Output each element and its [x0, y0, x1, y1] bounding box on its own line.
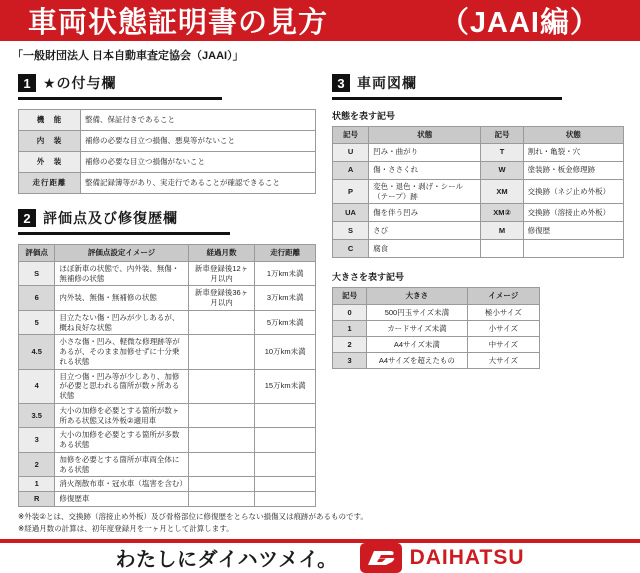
section-number-badge: 2 — [18, 209, 36, 227]
mileage — [255, 492, 316, 507]
section-number-badge: 3 — [332, 74, 350, 92]
table-row — [333, 204, 624, 222]
table-row — [333, 337, 540, 353]
table-row — [19, 428, 316, 453]
score-cell: 3 — [19, 428, 55, 453]
condition-desc: 交換跡（溶接止め外板） — [523, 204, 623, 222]
star-item-label: 内 装 — [19, 131, 81, 152]
score-desc: 目立つ傷・凹み等が少しあり、加修が必要と思われる箇所が数ヶ所ある状態 — [55, 369, 188, 403]
condition-desc: 割れ・亀裂・穴 — [523, 143, 623, 161]
column-header: 評価点設定イメージ — [55, 245, 188, 262]
mileage: 1万km未満 — [255, 261, 316, 286]
elapsed-months — [188, 369, 255, 403]
symbol-cell: S — [333, 222, 369, 240]
condition-desc: 交換跡（ネジ止め外板） — [523, 179, 623, 204]
score-cell: R — [19, 492, 55, 507]
condition-desc: 塗装跡・板金修理跡 — [523, 161, 623, 179]
condition-desc: 変色・退色・剥げ・シール（テープ）跡 — [369, 179, 481, 204]
symbol-cell: T — [481, 143, 523, 161]
star-item-label: 外 装 — [19, 152, 81, 173]
symbol-cell: A — [333, 161, 369, 179]
elapsed-months — [188, 335, 255, 369]
condition-desc: 傷を伴う凹み — [369, 204, 481, 222]
condition-desc — [523, 240, 623, 258]
table-row — [333, 321, 540, 337]
table-row — [19, 492, 316, 507]
score-desc: 大小の加修を必要とする箇所が数ヶ所ある状態又は外板②適用車 — [55, 403, 188, 428]
condition-desc: さび — [369, 222, 481, 240]
elapsed-months — [188, 403, 255, 428]
condition-desc: 腐食 — [369, 240, 481, 258]
column-header: 記号 — [481, 127, 523, 144]
symbol-cell — [481, 240, 523, 258]
elapsed-months — [188, 428, 255, 453]
column-header: 状態 — [523, 127, 623, 144]
table-row — [19, 152, 316, 173]
section-star-title: ★の付与欄 — [43, 75, 117, 91]
table-row — [333, 240, 624, 258]
mileage — [255, 403, 316, 428]
score-desc: 加修を必要とする箇所が車両全体にある状態 — [55, 452, 188, 477]
star-item-desc: 整備記録簿等があり、実走行であることが確認できること — [81, 173, 316, 194]
score-cell: 4 — [19, 369, 55, 403]
condition-desc: 傷・ささくれ — [369, 161, 481, 179]
condition-table-caption: 状態を表す記号 — [332, 111, 396, 121]
column-header: イメージ — [467, 288, 539, 305]
table-row — [19, 173, 316, 194]
brand-name: DAIHATSU — [409, 545, 525, 569]
section-diagram-title: 車両図欄 — [357, 75, 417, 91]
footer — [0, 543, 640, 573]
footnotes — [18, 511, 640, 534]
left-column — [18, 67, 316, 507]
table-row — [19, 261, 316, 286]
size-image: 極小サイズ — [467, 305, 539, 321]
column-header: 記号 — [333, 288, 367, 305]
symbol-cell: XM② — [481, 204, 523, 222]
mileage: 5万km未満 — [255, 310, 316, 335]
daihatsu-logo-icon — [360, 543, 402, 573]
table-row — [19, 477, 316, 492]
symbol-cell: 3 — [333, 353, 367, 369]
symbol-cell: 1 — [333, 321, 367, 337]
title-banner — [0, 0, 640, 41]
symbol-cell: W — [481, 161, 523, 179]
score-desc: 消火剤散布車・冠水車（塩害を含む） — [55, 477, 188, 492]
column-header: 状態 — [369, 127, 481, 144]
size-desc: A4サイズを超えたもの — [367, 353, 467, 369]
section-evaluation-title: 評価点及び修復歴欄 — [43, 210, 178, 226]
column-header: 走行距離 — [255, 245, 316, 262]
column-header: 大きさ — [367, 288, 467, 305]
condition-symbol-table — [332, 126, 624, 258]
section-number-badge: 1 — [18, 74, 36, 92]
column-header: 記号 — [333, 127, 369, 144]
section-diagram-heading — [332, 73, 562, 100]
score-desc: 大小の加修を必要とする箇所が多数ある状態 — [55, 428, 188, 453]
size-symbol-table — [332, 287, 540, 369]
table-row — [19, 403, 316, 428]
table-row — [333, 222, 624, 240]
score-cell: S — [19, 261, 55, 286]
score-desc: ほぼ新車の状態で、内外装、無傷・無補修の状態 — [55, 261, 188, 286]
table-row — [333, 305, 540, 321]
table-row — [333, 353, 540, 369]
score-cell: 2 — [19, 452, 55, 477]
mileage — [255, 428, 316, 453]
evaluation-table — [18, 244, 316, 507]
footnote-line: ※経過月数の計算は、初年度登録月を一ヶ月として計算します。 — [18, 523, 234, 533]
section-evaluation-heading — [18, 208, 230, 235]
table-row — [333, 143, 624, 161]
table-row — [19, 310, 316, 335]
score-desc: 小さな傷・凹み、軽微な修理跡等があるが、そのまま加修せずに十分乗れる状態 — [55, 335, 188, 369]
score-cell: 4.5 — [19, 335, 55, 369]
score-desc: 内外装、無傷・無補修の状態 — [55, 286, 188, 311]
symbol-cell: C — [333, 240, 369, 258]
score-cell: 5 — [19, 310, 55, 335]
elapsed-months — [188, 310, 255, 335]
right-column — [332, 67, 624, 507]
star-item-desc: 補修の必要な目立つ損傷、悪臭等がないこと — [81, 131, 316, 152]
mileage — [255, 477, 316, 492]
main-content — [0, 65, 640, 507]
symbol-cell: XM — [481, 179, 523, 204]
elapsed-months — [188, 492, 255, 507]
table-row — [333, 161, 624, 179]
brand-lockup — [360, 543, 525, 573]
size-table-caption: 大きさを表す記号 — [332, 272, 405, 283]
star-item-label: 機 能 — [19, 110, 81, 131]
section-star-heading — [18, 73, 222, 100]
table-row — [19, 335, 316, 369]
footnote-line: ※外装②とは、交換跡（溶接止め外板）及び骨格部位に修復歴をとらない損傷又は痕跡があるものです。 — [18, 512, 368, 522]
score-cell: 6 — [19, 286, 55, 311]
spacer — [332, 258, 624, 268]
star-criteria-table — [18, 109, 316, 194]
condition-desc: 修復歴 — [523, 222, 623, 240]
star-item-label: 走行距離 — [19, 173, 81, 194]
mileage: 10万km未満 — [255, 335, 316, 369]
table-header-row — [19, 245, 316, 262]
mileage: 3万km未満 — [255, 286, 316, 311]
score-cell: 3.5 — [19, 403, 55, 428]
symbol-cell: M — [481, 222, 523, 240]
condition-desc: 凹み・曲がり — [369, 143, 481, 161]
page-title: 車両状態証明書の見方 — [28, 7, 329, 39]
symbol-cell: UA — [333, 204, 369, 222]
table-row — [333, 179, 624, 204]
score-desc: 目立たない傷・凹みが少しあるが、概ね良好な状態 — [55, 310, 188, 335]
symbol-cell: 2 — [333, 337, 367, 353]
mileage — [255, 452, 316, 477]
symbol-cell: P — [333, 179, 369, 204]
size-image: 小サイズ — [467, 321, 539, 337]
table-header-row — [333, 288, 540, 305]
brand-slogan: わたしにダイハツメイ。 — [115, 549, 338, 571]
symbol-cell: U — [333, 143, 369, 161]
table-row — [19, 131, 316, 152]
symbol-cell: 0 — [333, 305, 367, 321]
organization-line: 「一般財団法人 日本自動車査定協会（JAAI）」 — [12, 50, 244, 62]
column-header: 経過月数 — [188, 245, 255, 262]
table-row — [19, 369, 316, 403]
table-row — [19, 110, 316, 131]
elapsed-months: 新車登録後36ヶ月以内 — [188, 286, 255, 311]
star-item-desc: 補修の必要な目立つ損傷がないこと — [81, 152, 316, 173]
size-image: 大サイズ — [467, 353, 539, 369]
score-cell: 1 — [19, 477, 55, 492]
score-desc: 修復歴車 — [55, 492, 188, 507]
table-row — [19, 452, 316, 477]
star-item-desc: 整備、保証付きであること — [81, 110, 316, 131]
table-header-row — [333, 127, 624, 144]
mileage: 15万km未満 — [255, 369, 316, 403]
table-row — [19, 286, 316, 311]
size-desc: カードサイズ未満 — [367, 321, 467, 337]
elapsed-months — [188, 452, 255, 477]
column-header: 評価点 — [19, 245, 55, 262]
page-title-edition: （JAAI編） — [439, 7, 600, 39]
size-desc: A4サイズ未満 — [367, 337, 467, 353]
size-desc: 500円玉サイズ未満 — [367, 305, 467, 321]
elapsed-months — [188, 477, 255, 492]
elapsed-months: 新車登録後12ヶ月以内 — [188, 261, 255, 286]
size-image: 中サイズ — [467, 337, 539, 353]
